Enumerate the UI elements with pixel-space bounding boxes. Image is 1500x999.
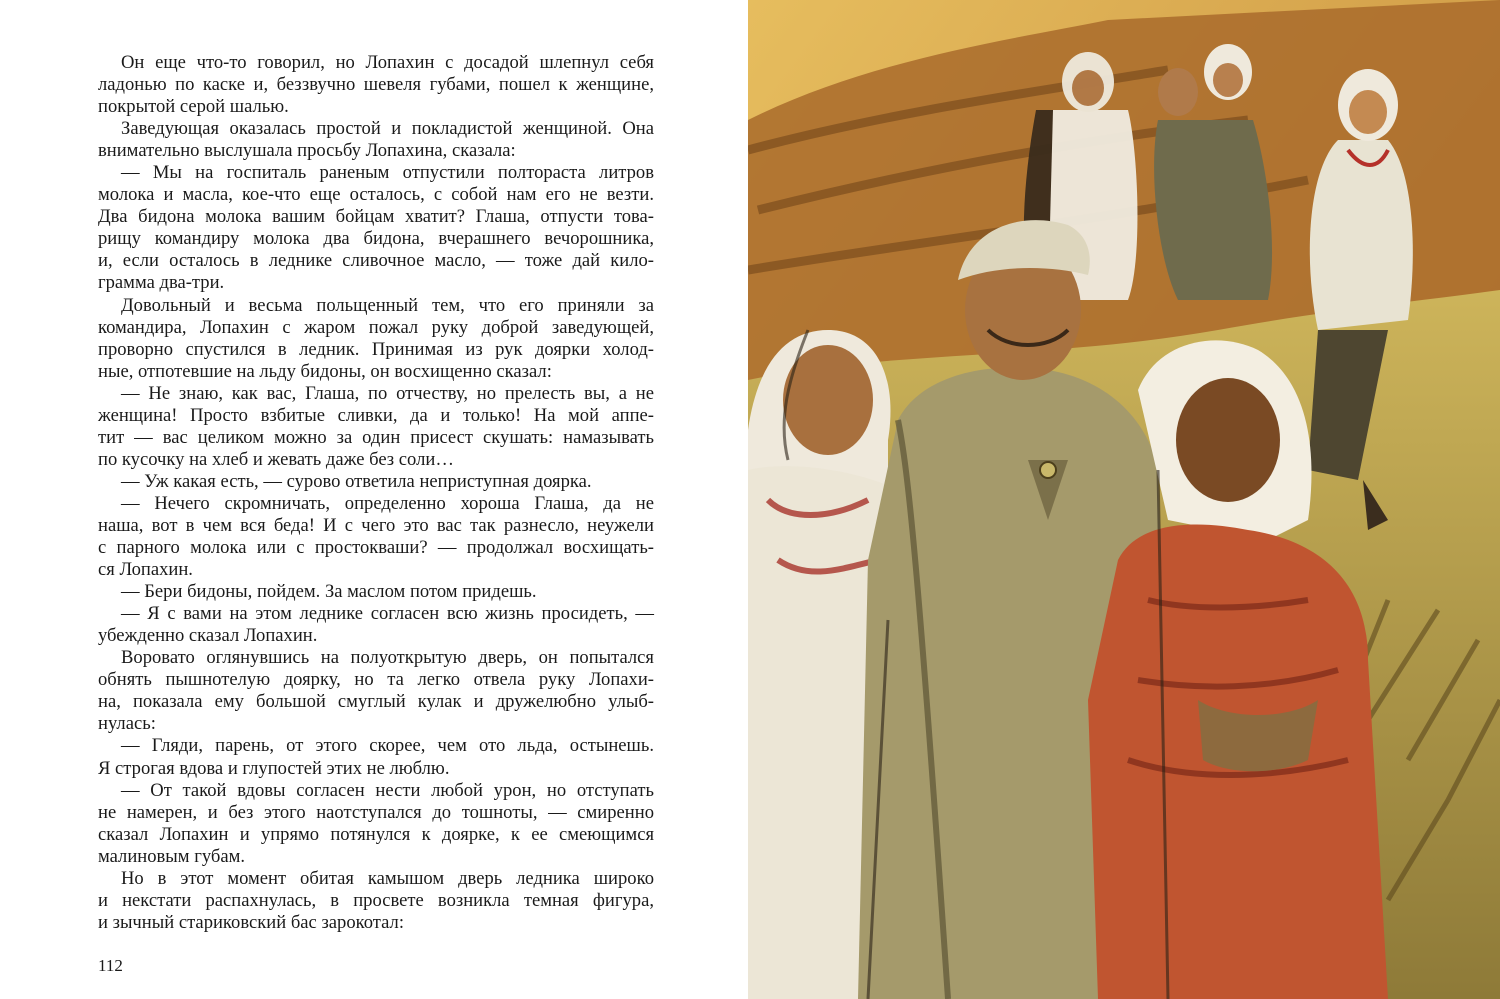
text-line: с парного молока или с простокваши? — продолжал восхищать- <box>98 537 654 559</box>
text-page <box>0 0 748 999</box>
text-line: не намерен, и без этого наотступался до тошноты, — смиренно <box>98 801 654 823</box>
text-line: — От такой вдовы согласен нести любой урон, но отступать <box>121 779 654 801</box>
illustration <box>748 0 1500 999</box>
text-line: — Мы на госпиталь раненым отпустили полтораста литров <box>121 162 654 184</box>
text-line: проворно спустился в ледник. Принимая из рук доярки холод- <box>98 338 654 360</box>
text-line: и зычный стариковский бас зарокотал: <box>98 911 404 933</box>
illustration-painting <box>748 0 1500 999</box>
text-line: женщина! Просто взбитые сливки, да и только! На мой аппе- <box>98 404 654 426</box>
text-line: командира, Лопахин с жаром пожал руку доброй заведующей, <box>98 316 654 338</box>
text-line: покрытой серой шалью. <box>98 96 289 118</box>
text-line: и, если осталось в леднике сливочное масло, — тоже дай кило- <box>98 250 654 272</box>
text-line: ные, отпотевшие на льду бидоны, он восхищенно сказал: <box>98 360 552 382</box>
text-line: обнять пышнотелую доярку, но та легко отвела руку Лопахи- <box>98 669 654 691</box>
text-line: Заведующая оказалась простой и покладистой женщиной. Она <box>121 118 654 140</box>
text-line: Но в этот момент обитая камышом дверь ледника широко <box>121 867 654 889</box>
text-line: — Уж какая есть, — сурово ответила неприступная доярка. <box>121 470 592 492</box>
text-line: — Гляди, парень, от этого скорее, чем ото льда, остынешь. <box>121 735 654 757</box>
body-text <box>98 52 654 934</box>
text-line: убежденно сказал Лопахин. <box>98 625 318 647</box>
page-number: 112 <box>98 956 123 975</box>
medal <box>1040 462 1056 478</box>
text-line: малиновым губам. <box>98 845 246 867</box>
text-line: ся Лопахин. <box>98 559 193 581</box>
text-line: Воровато оглянувшись на полуоткрытую дверь, он попытался <box>121 647 654 669</box>
text-line: Два бидона молока вашим бойцам хватит? Глаша, отпусти това- <box>98 206 654 228</box>
text-line: внимательно выслушала просьбу Лопахина, сказала: <box>98 140 516 162</box>
text-line: — Не знаю, как вас, Глаша, по отчеству, но прелесть вы, а не <box>121 382 654 404</box>
text-line: тит — вас целиком можно за один присест скушать: намазывать <box>98 426 654 448</box>
text-line: — Нечего скромничать, определенно хороша Глаша, да не <box>121 492 654 514</box>
text-line: наша, вот в чем вся беда! И с чего это вас так разнесло, неужели <box>98 514 654 536</box>
text-line: — Я с вами на этом леднике согласен всю жизнь просидеть, — <box>121 603 654 625</box>
text-line: грамма два-три. <box>98 272 225 294</box>
text-line: нулась: <box>98 713 156 735</box>
text-line: Довольный и весьма польщенный тем, что его приняли за <box>121 294 654 316</box>
text-line: Я строгая вдова и глупостей этих не люблю. <box>98 757 450 779</box>
text-line: ладонью по каске и, беззвучно шевеля губами, пошел к женщине, <box>98 74 654 96</box>
text-line: по кусочку на хлеб и жевать даже без соли… <box>98 448 454 470</box>
text-line: молока и масла, кое-что еще осталось, с собой нам его не везти. <box>98 184 654 206</box>
text-line: рищу командиру молока два бидона, вчерашнего вечорошника, <box>98 228 654 250</box>
text-line: и некстати распахнулась, в просвете возникла темная фигура, <box>98 889 654 911</box>
text-line: Он еще что-то говорил, но Лопахин с досадой шлепнул себя <box>121 52 654 73</box>
text-line: — Бери бидоны, пойдем. За маслом потом придешь. <box>121 581 537 603</box>
text-line: сказал Лопахин и упрямо потянулся к доярке, к ее смеющимся <box>98 823 654 845</box>
text-line: на, показала ему большой смуглый кулак и дружелюбно улыб- <box>98 691 654 713</box>
